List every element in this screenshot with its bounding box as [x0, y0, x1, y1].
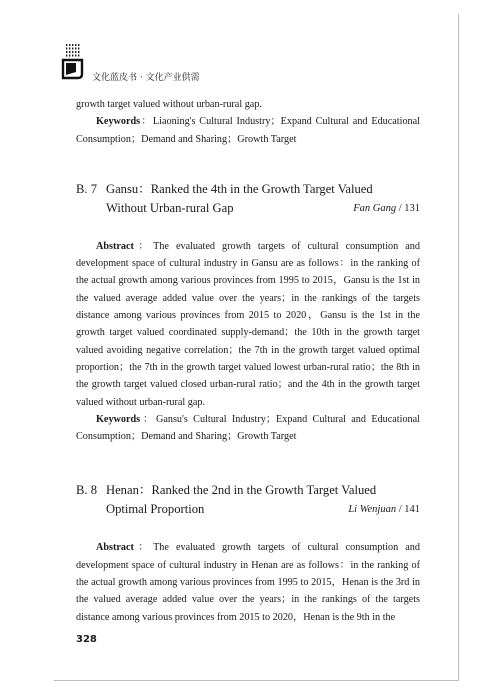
abstract-label: Abstract — [96, 240, 134, 252]
running-header — [60, 44, 360, 88]
entry-title-continued: Optimal Proportion — [106, 502, 205, 517]
entry-title-continued: Without Urban-rural Gap — [106, 200, 234, 215]
continued-abstract-tail: growth target valued without urban-rural gap. — [76, 99, 262, 110]
entry-title: Gansu：Ranked the 4th in the Growth Target Valued — [106, 181, 373, 196]
entry-page-ref: / 141 — [398, 504, 420, 516]
entry-author: Fan Gang — [353, 202, 397, 214]
page-number: 328 — [76, 634, 97, 645]
entry-title-line2 — [76, 500, 420, 519]
keywords-label: Keywords — [96, 116, 141, 128]
entry-abstract — [76, 238, 420, 411]
entry-abstract — [76, 539, 420, 625]
toc-entry-b7 — [76, 180, 420, 446]
continued-keywords — [76, 113, 420, 148]
abstract-text: ：The evaluated growth targets of cultural consumption and development space of cultural industry in Henan are as follows：in the ranking of the actual growth among various provinces from 1995 to 2015，Henan is the 3rd in the valued average added value over the years；in the rankings of the targets distance among various provinces from 2015 to 2020，Henan is the 9th in the — [76, 542, 420, 623]
entry-number: B. 7 — [76, 181, 97, 196]
keywords-text: ：Liaoning's Cultural Industry；Expand Cultural and Educational Consumption；Demand and Sharing；Growth Target — [76, 116, 420, 145]
book-series-logo-icon — [60, 44, 86, 84]
keywords-text: ：Gansu's Cultural Industry；Expand Cultural and Educational Consumption；Demand and Sharing；Growth Target — [76, 413, 420, 443]
entry-title-line2 — [76, 199, 420, 218]
keywords-label: Keywords — [96, 413, 141, 425]
toc-entry-b8 — [76, 481, 420, 625]
abstract-text: ：The evaluated growth targets of cultural consumption and development space of cultural industry in Gansu are as follows：in the ranking of the actual growth among various provinces from 1995 to 2015，Gansu is the 1st in the valued average added value over the years；in the rankings of the targets distance among various provinces from 2015 to 2020，Gansu is the 1st in the growth target valued coordinated supply-demand；the 10th in the growth target valued avoiding negative correlation；the 7th in the growth target valued optimal proportion；the 7th in the growth target valued lowest urban-rural ratio；the 8th in the growth target valued closed urban-rural ratio；and the 4th in the growth target valued without urban-rural gap. — [76, 240, 420, 408]
abstract-label: Abstract — [96, 542, 134, 554]
series-title: 文化蓝皮书 · 文化产业供需 — [92, 73, 200, 83]
entry-title-line1 — [76, 180, 420, 199]
entry-author-page — [353, 199, 420, 218]
page-body — [76, 96, 420, 626]
entry-title: Henan：Ranked the 2nd in the Growth Target Valued — [106, 483, 377, 498]
entry-author: Li Wenjuan — [348, 504, 397, 516]
entry-number: B. 8 — [76, 483, 97, 498]
entry-page-ref: / 131 — [398, 202, 420, 214]
entry-keywords — [76, 411, 420, 446]
entry-title-line1 — [76, 481, 420, 500]
entry-author-page — [348, 500, 420, 519]
